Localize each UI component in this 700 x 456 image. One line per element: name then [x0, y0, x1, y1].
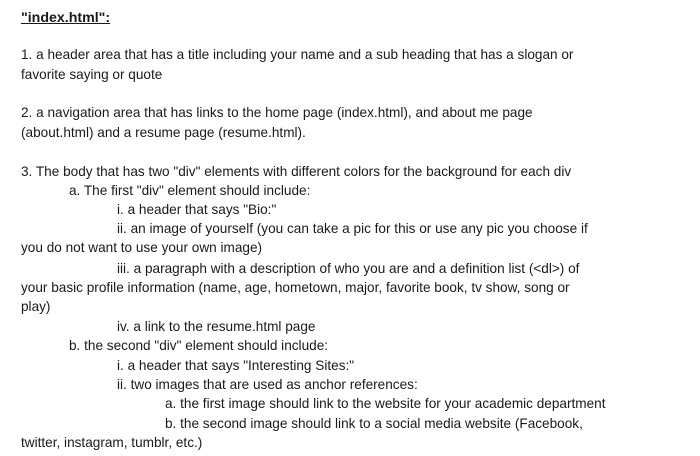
- item-3b-ii-a: a. the first image should link to the website for your academic department: [165, 396, 606, 411]
- item-3b-ii-b-line-1: b. the second image should link to a social media website (Facebook,: [165, 416, 583, 431]
- item-2-line-2: (about.html) and a resume page (resume.html).: [21, 125, 306, 140]
- item-3a-ii-line-2: you do not want to use your own image): [21, 240, 263, 255]
- heading: "index.html":: [21, 10, 111, 26]
- item-1-line-1: 1. a header area that has a title including your name and a sub heading that has a slogan or: [21, 47, 574, 62]
- item-3b-ii: ii. two images that are used as anchor references:: [117, 377, 418, 392]
- item-3a-heading: a. The first "div" element should include:: [69, 183, 311, 198]
- item-2-line-1: 2. a navigation area that has links to the home page (index.html), and about me page: [21, 105, 533, 120]
- item-3a-iii-line-2: your basic profile information (name, age, hometown, major, favorite book, tv show, song or: [21, 280, 570, 295]
- item-1-line-2: favorite saying or quote: [21, 67, 163, 82]
- item-3-line-1: 3. The body that has two "div" elements with different colors for the background for each div: [21, 164, 572, 179]
- item-3a-iv: iv. a link to the resume.html page: [117, 319, 316, 334]
- item-3b-ii-b-line-2: twitter, instagram, tumblr, etc.): [21, 435, 203, 450]
- item-3b-heading: b. the second "div" element should include:: [69, 338, 329, 353]
- item-3a-ii-line-1: ii. an image of yourself (you can take a pic for this or use any pic you choose if: [117, 221, 588, 236]
- item-3b-i: i. a header that says "Interesting Sites:": [117, 358, 355, 373]
- item-3a-i: i. a header that says "Bio:": [117, 202, 277, 217]
- item-3a-iii-line-1: iii. a paragraph with a description of who you are and a definition list (<dl>) of: [117, 261, 580, 276]
- item-3a-iii-line-3: play): [21, 299, 51, 314]
